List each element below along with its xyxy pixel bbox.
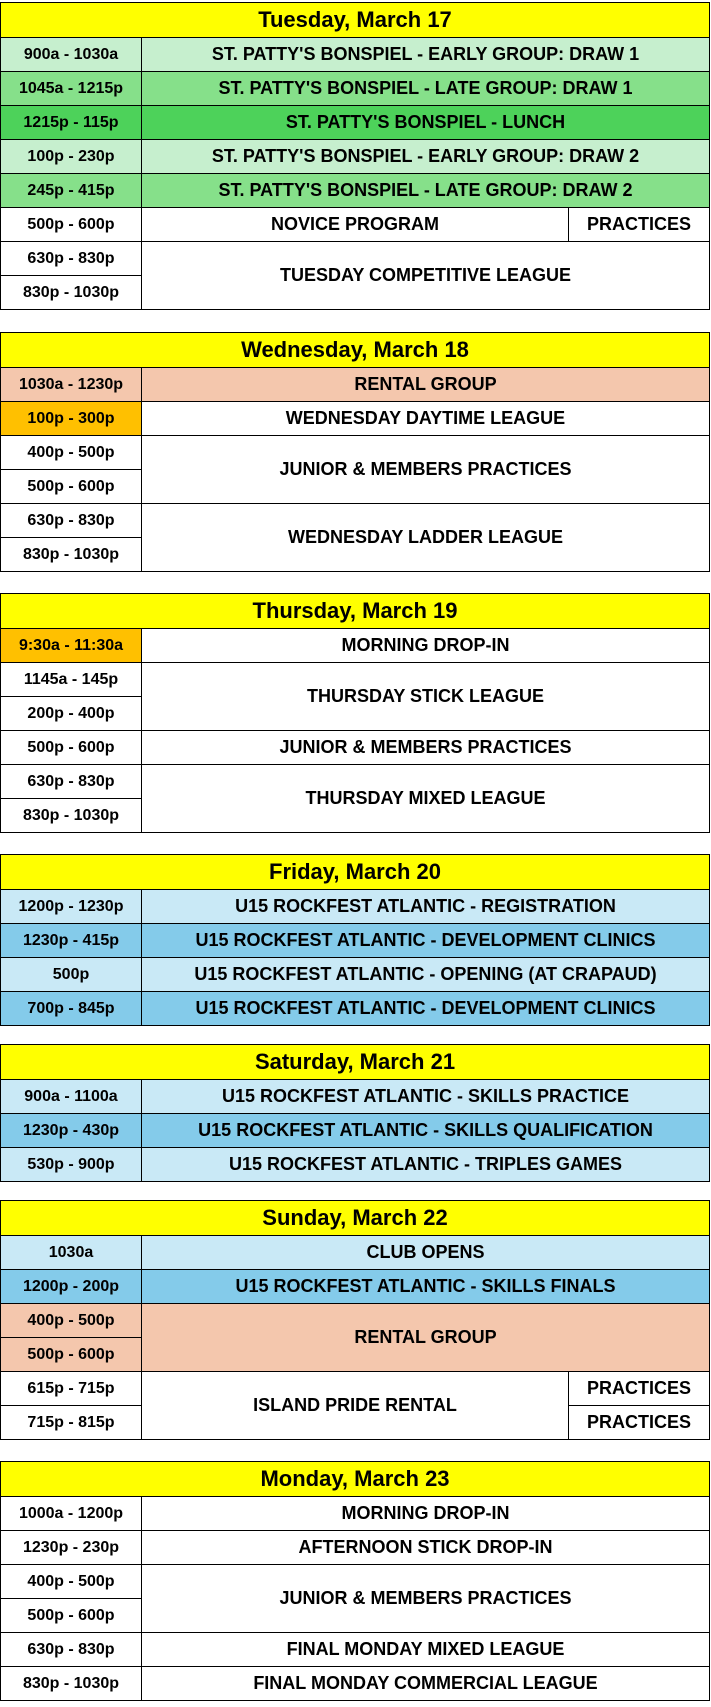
time-cell: 1200p - 1230p [1,890,142,924]
event-cell: U15 ROCKFEST ATLANTIC - DEVELOPMENT CLINICS [142,992,710,1026]
event-cell: MORNING DROP-IN [142,1497,710,1531]
time-cell: 100p - 300p [1,402,142,436]
day-block-saturday [0,1044,710,1182]
event-cell: WEDNESDAY LADDER LEAGUE [142,504,710,572]
side-event-cell: PRACTICES [568,208,709,242]
event-cell: MORNING DROP-IN [142,629,710,663]
time-cell: 400p - 500p [1,436,142,470]
time-cell: 500p [1,958,142,992]
event-cell: CLUB OPENS [142,1236,710,1270]
side-event-cell: PRACTICES [568,1406,709,1440]
event-cell: U15 ROCKFEST ATLANTIC - REGISTRATION [142,890,710,924]
time-cell: 500p - 600p [1,208,142,242]
time-cell: 100p - 230p [1,140,142,174]
time-cell: 700p - 845p [1,992,142,1026]
day-block-thursday [0,593,710,833]
time-cell: 500p - 600p [1,1338,142,1372]
time-cell: 900a - 1100a [1,1080,142,1114]
time-cell: 830p - 1030p [1,1667,142,1701]
event-cell: TUESDAY COMPETITIVE LEAGUE [142,242,710,310]
time-cell: 1230p - 230p [1,1531,142,1565]
event-cell: ST. PATTY'S BONSPIEL - EARLY GROUP: DRAW 1 [142,38,710,72]
day-block-wednesday [0,332,710,572]
time-cell: 1215p - 115p [1,106,142,140]
event-cell: U15 ROCKFEST ATLANTIC - DEVELOPMENT CLINICS [142,924,710,958]
event-cell: U15 ROCKFEST ATLANTIC - SKILLS PRACTICE [142,1080,710,1114]
event-cell: THURSDAY STICK LEAGUE [142,663,710,731]
day-title: Friday, March 20 [1,855,710,890]
day-block-friday [0,854,710,1026]
time-cell: 500p - 600p [1,731,142,765]
time-cell: 500p - 600p [1,470,142,504]
time-cell: 200p - 400p [1,697,142,731]
event-cell: WEDNESDAY DAYTIME LEAGUE [142,402,710,436]
event-cell: AFTERNOON STICK DROP-IN [142,1531,710,1565]
day-title: Tuesday, March 17 [1,3,710,38]
day-title: Wednesday, March 18 [1,333,710,368]
time-cell: 900a - 1030a [1,38,142,72]
day-title: Saturday, March 21 [1,1045,710,1080]
day-title: Monday, March 23 [1,1462,710,1497]
time-cell: 830p - 1030p [1,276,142,310]
time-cell: 1200p - 200p [1,1270,142,1304]
time-cell: 9:30a - 11:30a [1,629,142,663]
time-cell: 530p - 900p [1,1148,142,1182]
time-cell: 630p - 830p [1,765,142,799]
time-cell: 245p - 415p [1,174,142,208]
event-cell: FINAL MONDAY MIXED LEAGUE [142,1633,710,1667]
day-block-tuesday [0,2,710,310]
time-cell: 1230p - 415p [1,924,142,958]
time-cell: 400p - 500p [1,1565,142,1599]
day-title: Sunday, March 22 [1,1201,710,1236]
time-cell: 1045a - 1215p [1,72,142,106]
time-cell: 1000a - 1200p [1,1497,142,1531]
day-block-sunday [0,1200,710,1440]
event-cell: U15 ROCKFEST ATLANTIC - SKILLS FINALS [142,1270,710,1304]
time-cell: 630p - 830p [1,1633,142,1667]
event-cell: ST. PATTY'S BONSPIEL - LATE GROUP: DRAW 1 [142,72,710,106]
time-cell: 1145a - 145p [1,663,142,697]
event-cell: RENTAL GROUP [142,1304,710,1372]
time-cell: 1230p - 430p [1,1114,142,1148]
event-cell: ISLAND PRIDE RENTAL [142,1372,569,1440]
day-block-monday [0,1461,710,1701]
event-cell: THURSDAY MIXED LEAGUE [142,765,710,833]
event-cell: NOVICE PROGRAM [142,208,569,242]
time-cell: 400p - 500p [1,1304,142,1338]
time-cell: 630p - 830p [1,504,142,538]
time-cell: 830p - 1030p [1,538,142,572]
side-event-cell: PRACTICES [568,1372,709,1406]
time-cell: 830p - 1030p [1,799,142,833]
event-cell: FINAL MONDAY COMMERCIAL LEAGUE [142,1667,710,1701]
event-cell: U15 ROCKFEST ATLANTIC - TRIPLES GAMES [142,1148,710,1182]
day-title: Thursday, March 19 [1,594,710,629]
event-cell: JUNIOR & MEMBERS PRACTICES [142,731,710,765]
event-cell: RENTAL GROUP [142,368,710,402]
event-cell: ST. PATTY'S BONSPIEL - LUNCH [142,106,710,140]
time-cell: 615p - 715p [1,1372,142,1406]
event-cell: ST. PATTY'S BONSPIEL - LATE GROUP: DRAW 2 [142,174,710,208]
time-cell: 630p - 830p [1,242,142,276]
time-cell: 1030a [1,1236,142,1270]
time-cell: 715p - 815p [1,1406,142,1440]
time-cell: 1030a - 1230p [1,368,142,402]
event-cell: JUNIOR & MEMBERS PRACTICES [142,436,710,504]
time-cell: 500p - 600p [1,1599,142,1633]
event-cell: U15 ROCKFEST ATLANTIC - SKILLS QUALIFICATION [142,1114,710,1148]
event-cell: U15 ROCKFEST ATLANTIC - OPENING (AT CRAPAUD) [142,958,710,992]
event-cell: JUNIOR & MEMBERS PRACTICES [142,1565,710,1633]
event-cell: ST. PATTY'S BONSPIEL - EARLY GROUP: DRAW 2 [142,140,710,174]
